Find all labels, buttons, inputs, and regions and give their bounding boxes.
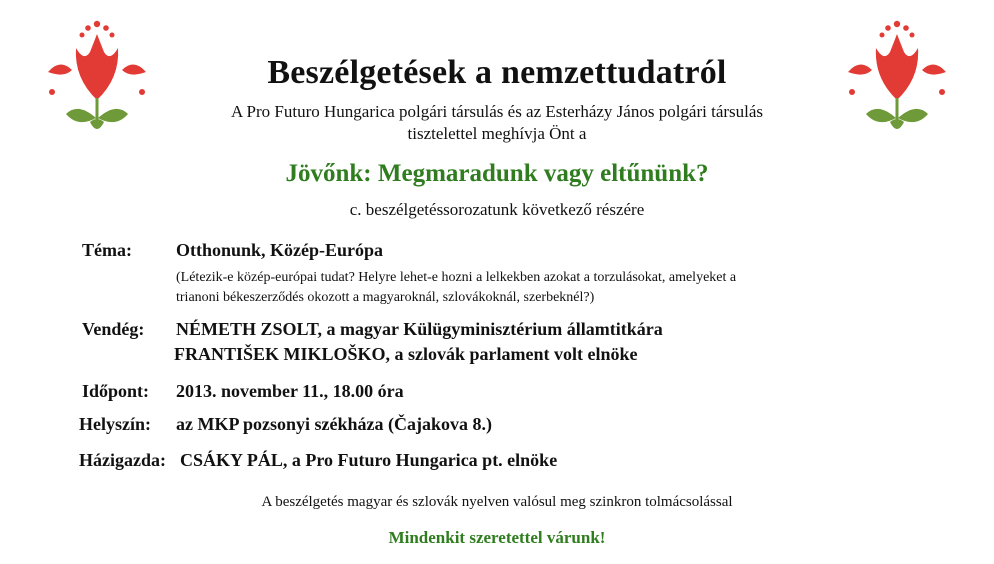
language-note: A beszélgetés magyar és szlovák nyelven valósul meg szinkron tolmácsolással bbox=[261, 494, 733, 510]
tema-label: Téma: bbox=[82, 240, 132, 260]
tema-note bbox=[176, 268, 736, 308]
intro-line-1: A Pro Futuro Hungarica polgári társulás és az Esterházy János polgári társulás bbox=[230, 102, 764, 121]
series-text: c. beszélgetéssorozatunk következő részére bbox=[349, 200, 645, 219]
intro-line-2: tisztelettel meghívja Önt a bbox=[407, 124, 587, 143]
tema-note-line-1: (Létezik-e közép-európai tudat? Helyre lehet-e hozni a lelkekben azokat a torzulásokat, amelyeket a bbox=[176, 270, 737, 285]
event-subtitle: Jövőnk: Megmaradunk vagy eltűnünk? bbox=[285, 160, 709, 187]
closing-text: Mindenkit szeretettel várunk! bbox=[388, 528, 606, 547]
vendeg-value-1: NÉMETH ZSOLT, a magyar Külügyminisztérium államtitkára bbox=[176, 319, 663, 339]
page-title: Beszélgetések a nemzettudatról bbox=[267, 54, 727, 91]
intro-text bbox=[0, 101, 994, 145]
tema-note-line-2: trianoni békeszerződés okozott a magyaroknál, szlovákoknál, szerbeknél?) bbox=[176, 290, 595, 305]
vendeg-value-2: FRANTIŠEK MIKLOŠKO, a szlovák parlament volt elnöke bbox=[174, 344, 638, 364]
idopont-label: Időpont: bbox=[82, 381, 150, 401]
vendeg-label: Vendég: bbox=[82, 319, 145, 339]
tema-value: Otthonunk, Közép-Európa bbox=[176, 240, 384, 260]
helyszin-label: Helyszín: bbox=[79, 414, 151, 434]
hazigazda-value: CSÁKY PÁL, a Pro Futuro Hungarica pt. elnöke bbox=[180, 450, 558, 470]
idopont-value: 2013. november 11., 18.00 óra bbox=[176, 381, 404, 401]
hazigazda-label: Házigazda: bbox=[79, 450, 166, 470]
helyszin-value: az MKP pozsonyi székháza (Čajakova 8.) bbox=[176, 414, 492, 434]
